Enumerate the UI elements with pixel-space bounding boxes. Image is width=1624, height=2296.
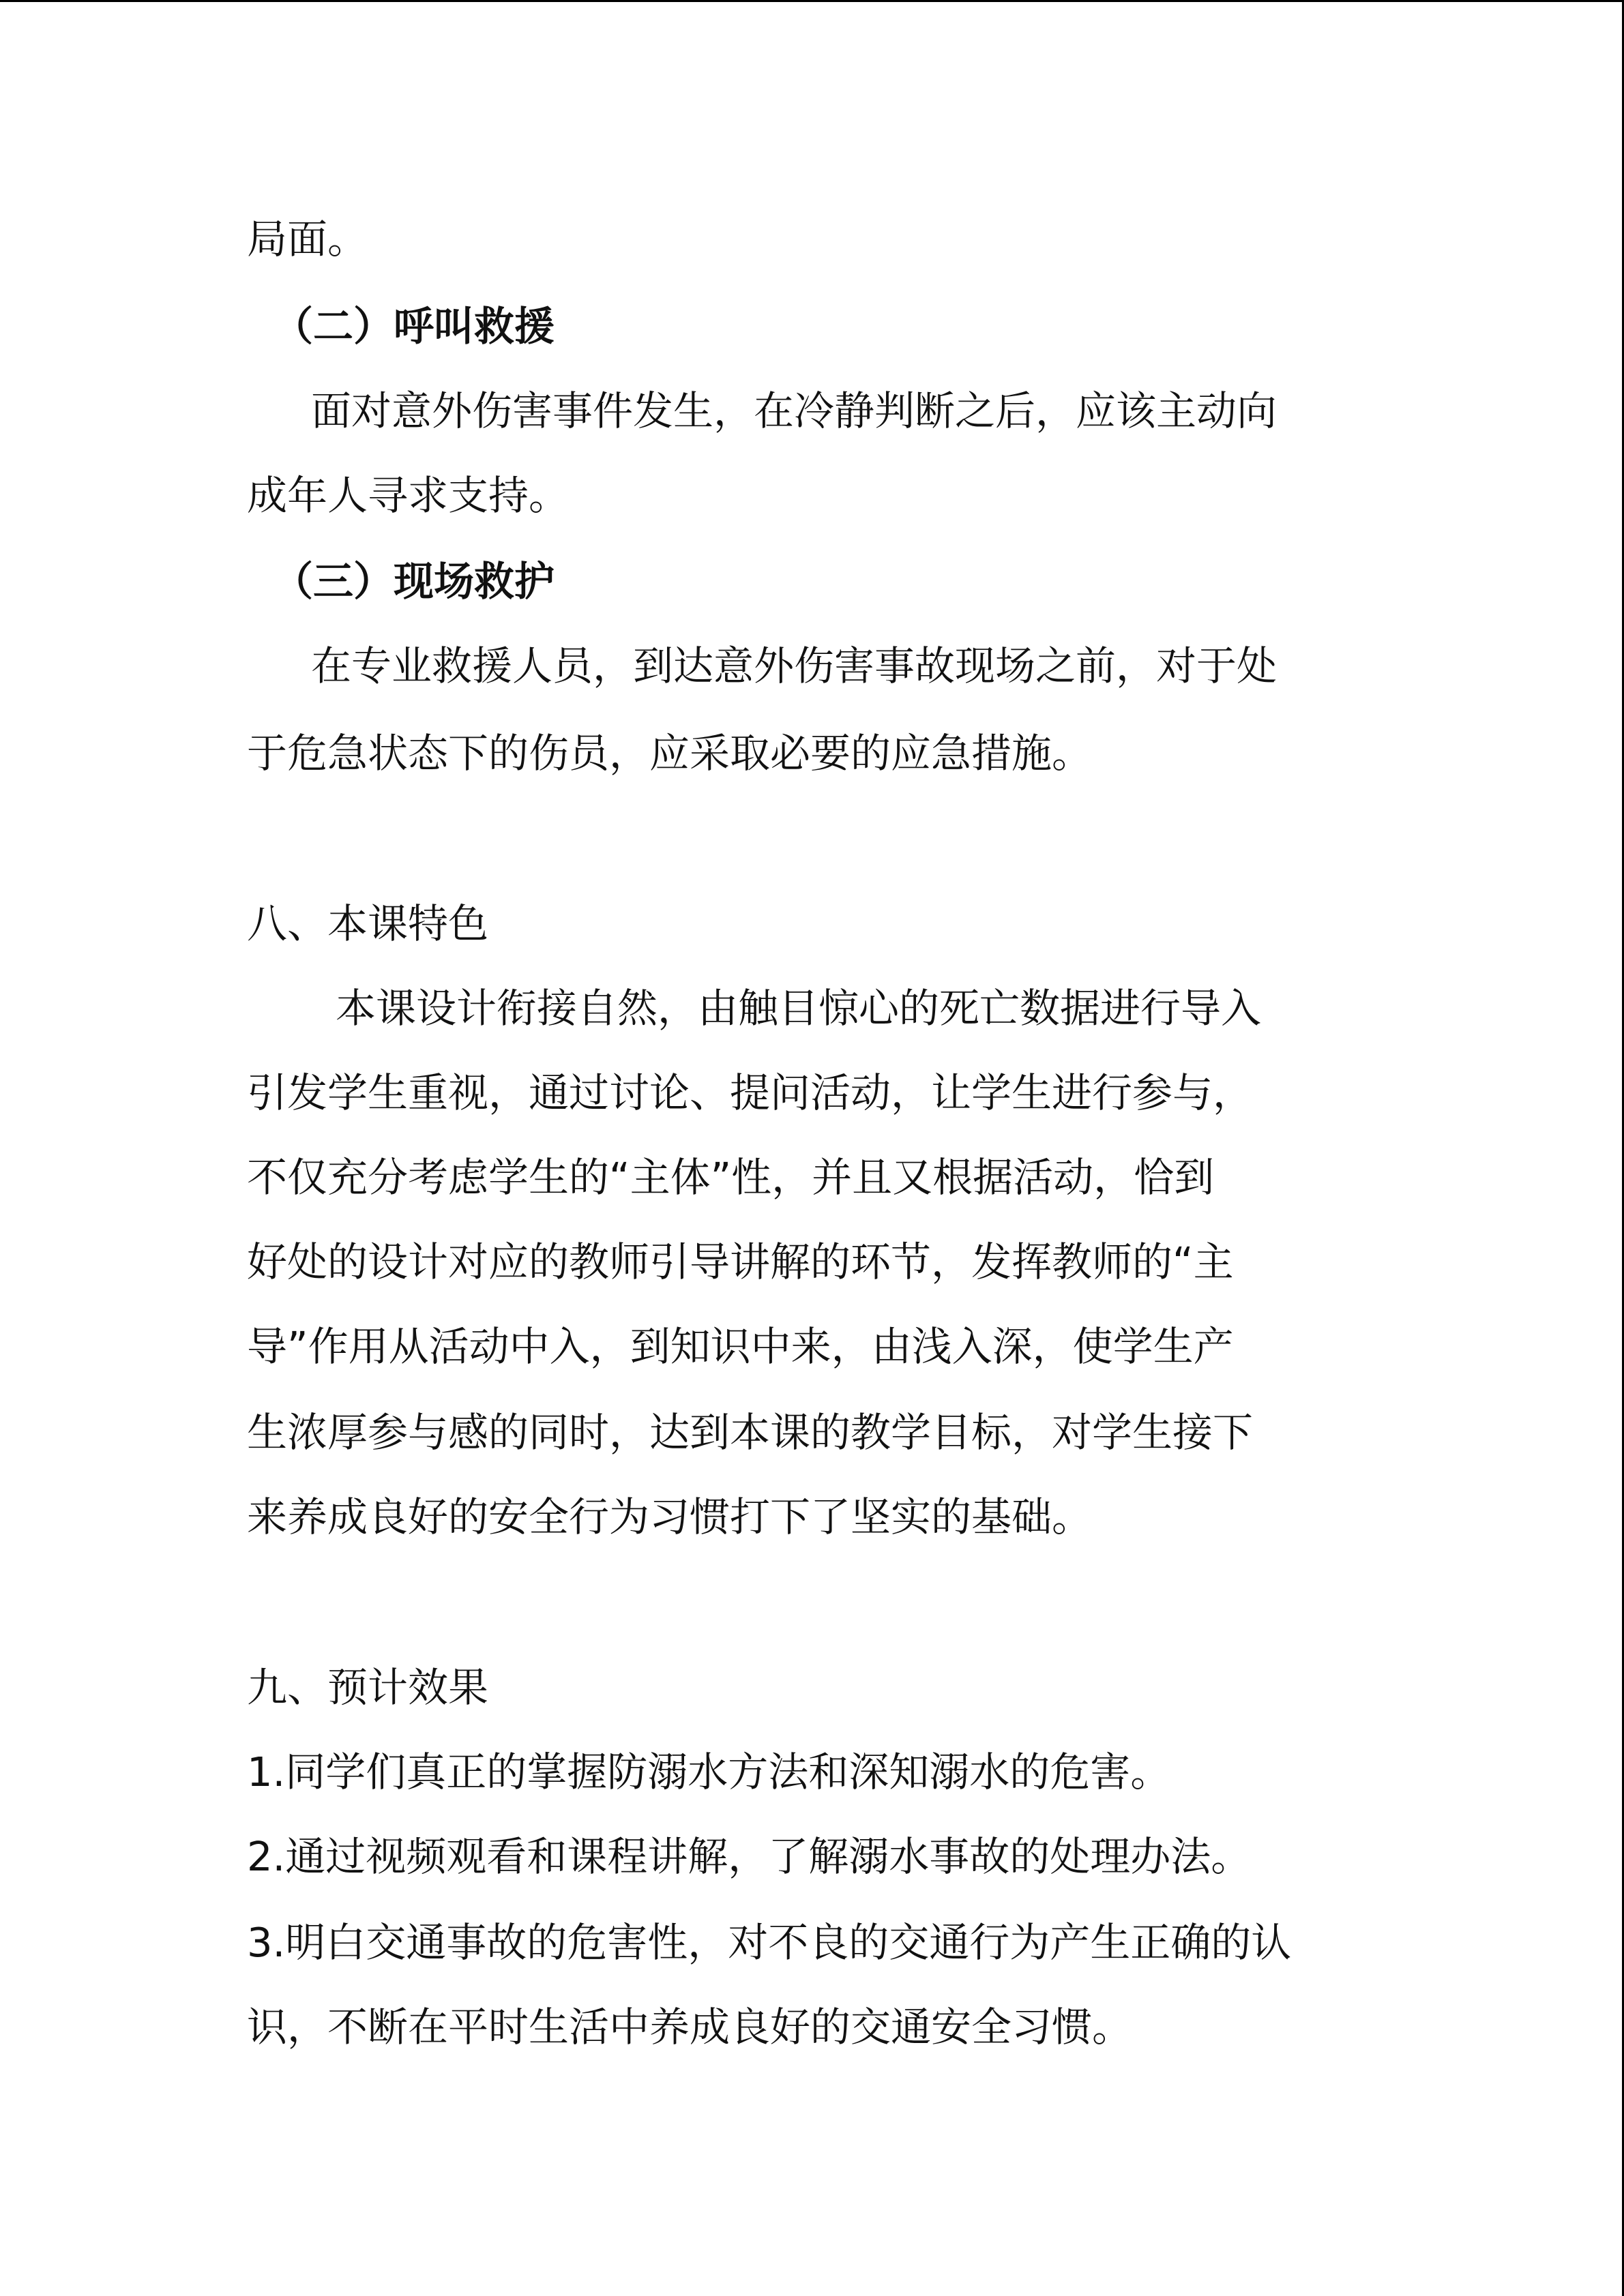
paragraph-line: 导”作用从活动中入，到知识中来，由浅入深，使学生产 — [247, 1323, 1234, 1370]
paragraph-line: 于危急状态下的伤员，应采取必要的应急措施。 — [247, 730, 1093, 777]
paragraph-line: 不仅充分考虑学生的“主体”性，并且又根据活动，恰到 — [247, 1154, 1215, 1201]
list-item: 1.同学们真正的掌握防溺水方法和深知溺水的危害。 — [247, 1748, 1171, 1795]
paragraph-line: 引发学生重视，通过讨论、提问活动，让学生进行参与， — [247, 1069, 1254, 1116]
paragraph-line: 局面。 — [247, 215, 368, 263]
paragraph-line: 面对意外伤害事件发生，在冷静判断之后，应该主动向 — [311, 387, 1278, 434]
paragraph-line: 成年人寻求支持。 — [247, 472, 570, 519]
paragraph-line: 来养成良好的安全行为习惯打下了坚实的基础。 — [247, 1493, 1093, 1540]
list-item: 3.明白交通事故的危害性，对不良的交通行为产生正确的认 — [247, 1919, 1292, 1966]
section-heading-course-features: 八、本课特色 — [247, 900, 489, 947]
paragraph-line: 生浓厚参与感的同时，达到本课的教学目标，对学生接下 — [247, 1409, 1254, 1456]
section-heading-expected-results: 九、预计效果 — [247, 1664, 489, 1711]
list-item: 2.通过视频观看和课程讲解，了解溺水事故的处理办法。 — [247, 1833, 1252, 1880]
subsection-heading-call-for-help: （二）呼叫救援 — [273, 303, 555, 350]
paragraph-line: 好处的设计对应的教师引导讲解的环节，发挥教师的“主 — [247, 1238, 1234, 1285]
subsection-heading-on-site-rescue: （三）现场救护 — [273, 558, 555, 605]
list-item-continuation: 识，不断在平时生活中养成良好的交通安全习惯。 — [247, 2003, 1133, 2051]
paragraph-line: 在专业救援人员，到达意外伤害事故现场之前，对于处 — [311, 642, 1278, 689]
paragraph-line: 本课设计衔接自然，由触目惊心的死亡数据进行导入 — [336, 985, 1262, 1032]
